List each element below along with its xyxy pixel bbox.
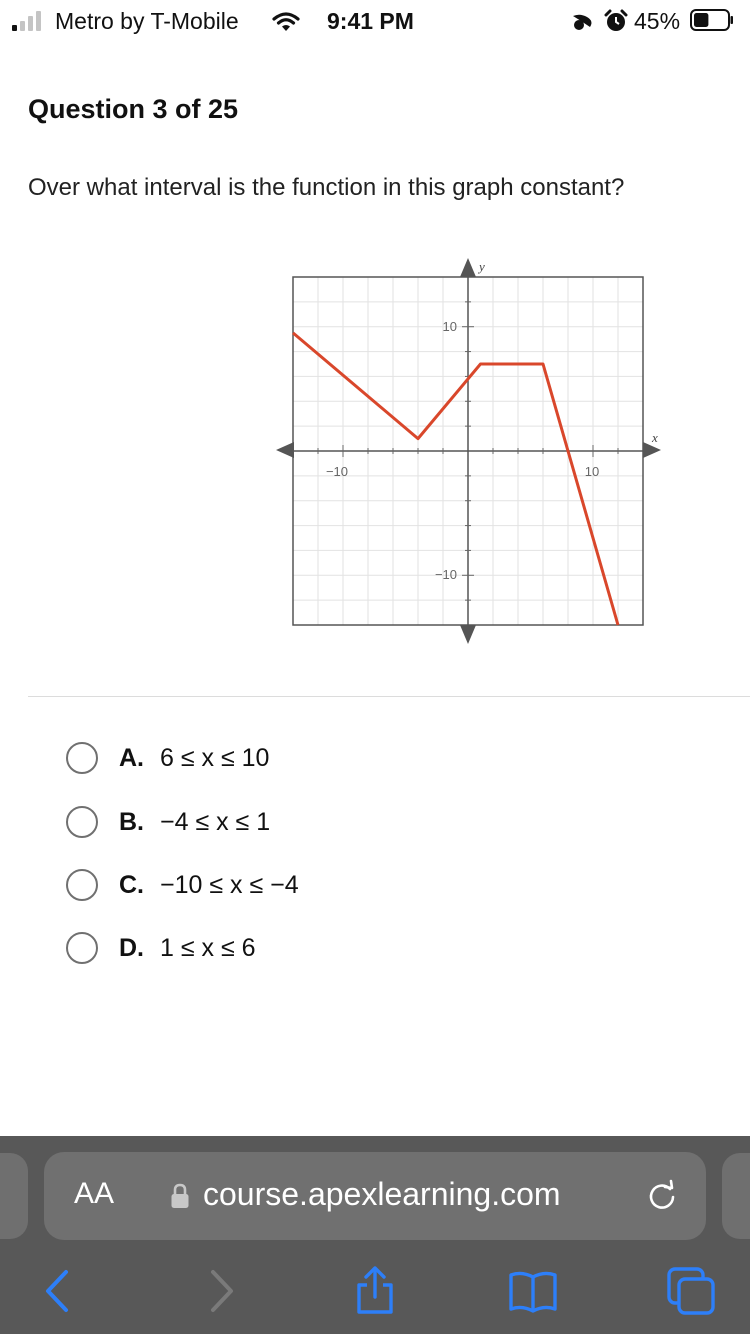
option-d[interactable] <box>66 932 466 968</box>
y-axis-down-arrow <box>460 625 476 644</box>
question-prompt: Over what interval is the function in this graph constant? <box>28 174 625 201</box>
back-icon[interactable] <box>33 1266 83 1316</box>
bookmarks-icon[interactable] <box>508 1266 558 1316</box>
x-tick-label-neg: −10 <box>325 464 349 479</box>
radio-button-b[interactable] <box>66 806 98 838</box>
next-tab-preview[interactable] <box>722 1153 750 1239</box>
option-letter: B. <box>119 808 144 836</box>
battery-icon <box>690 9 734 31</box>
tabs-icon[interactable] <box>666 1266 716 1316</box>
reload-icon[interactable] <box>645 1178 679 1212</box>
option-a[interactable] <box>66 742 466 778</box>
wifi-icon <box>271 10 301 34</box>
question-number: Question 3 of 25 <box>28 94 239 124</box>
y-axis-label: y <box>479 259 485 274</box>
option-text: 1 ≤ x ≤ 6 <box>160 934 256 962</box>
lock-icon <box>170 1183 190 1209</box>
option-text: −4 ≤ x ≤ 1 <box>160 808 271 836</box>
function-graph <box>276 258 662 644</box>
option-b[interactable] <box>66 806 466 842</box>
radio-button-c[interactable] <box>66 869 98 901</box>
carrier-name: Metro by T-Mobile <box>55 8 239 34</box>
cellular-signal-icon <box>12 11 46 31</box>
radio-button-a[interactable] <box>66 742 98 774</box>
forward-icon[interactable] <box>196 1266 246 1316</box>
x-tick-label-pos: 10 <box>584 464 600 479</box>
battery-percent: 45% <box>634 8 681 34</box>
status-bar <box>0 0 750 44</box>
radio-button-d[interactable] <box>66 932 98 964</box>
y-tick-label-pos: 10 <box>442 319 457 334</box>
option-letter: C. <box>119 871 144 899</box>
do-not-disturb-icon <box>570 10 596 32</box>
text-size-button[interactable]: AA <box>74 1177 115 1210</box>
url-text[interactable]: course.apexlearning.com <box>203 1176 561 1212</box>
option-letter: D. <box>119 934 144 962</box>
share-icon[interactable] <box>350 1266 400 1316</box>
y-tick-label-neg: −10 <box>434 567 457 582</box>
y-axis-up-arrow <box>460 258 476 277</box>
option-text: 6 ≤ x ≤ 10 <box>160 744 270 772</box>
option-letter: A. <box>119 744 144 772</box>
previous-tab-preview[interactable] <box>0 1153 28 1239</box>
x-axis-left-arrow <box>276 442 294 458</box>
divider <box>28 696 750 697</box>
alarm-icon <box>604 9 628 33</box>
option-text: −10 ≤ x ≤ −4 <box>160 871 299 899</box>
option-c[interactable] <box>66 869 466 905</box>
x-axis-label: x <box>652 430 658 445</box>
status-time: 9:41 PM <box>327 8 414 34</box>
